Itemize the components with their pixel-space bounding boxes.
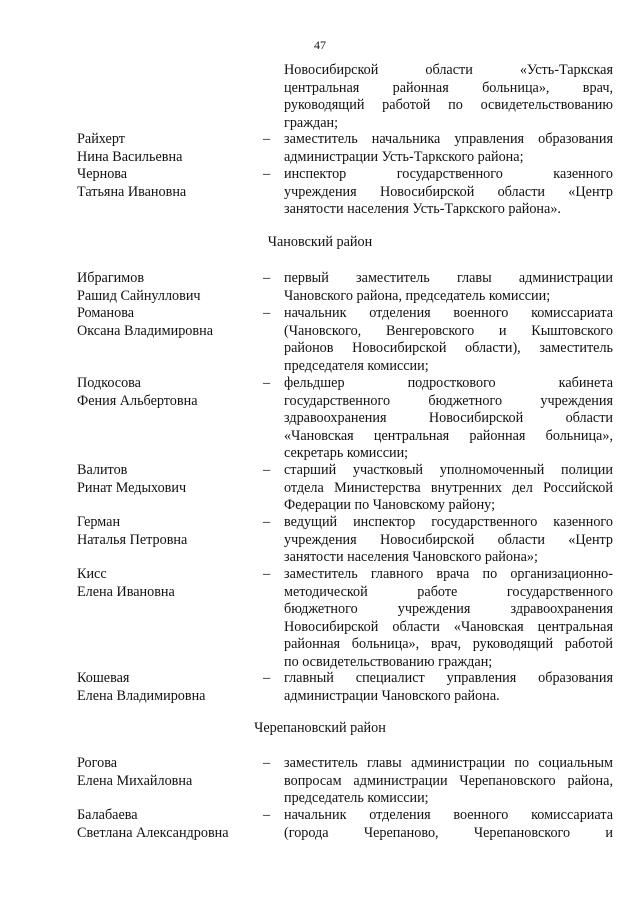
member-given-name: Ринат Медыхович bbox=[77, 479, 187, 496]
dash-separator: – bbox=[263, 305, 271, 321]
member-given-name: Нина Васильевна bbox=[77, 148, 183, 165]
desc-line: ведущий инспектор государственного казенного bbox=[284, 514, 613, 530]
entry-description bbox=[284, 305, 613, 375]
member-name bbox=[77, 807, 257, 842]
entry-description bbox=[284, 670, 613, 705]
entry-description bbox=[284, 514, 613, 567]
member-name bbox=[77, 755, 257, 790]
entry-description bbox=[284, 375, 613, 463]
desc-line: методической работе государственного bbox=[284, 583, 613, 600]
desc-line: Чановского района, председатель комиссии; bbox=[284, 287, 551, 304]
dash-separator: – bbox=[263, 270, 271, 286]
desc-line: администрации Усть-Таркского района; bbox=[284, 148, 524, 165]
section-heading-chanovsky: Чановский район bbox=[267, 234, 373, 250]
member-name bbox=[77, 670, 257, 705]
member-name bbox=[77, 462, 257, 497]
member-surname: Кошевая bbox=[77, 670, 130, 686]
desc-line: начальник отделения военного комиссариата bbox=[284, 305, 613, 321]
desc-line: заместитель главного врача по организационно- bbox=[284, 566, 613, 582]
desc-line: инспектор государственного казенного bbox=[284, 166, 613, 182]
member-name bbox=[77, 270, 257, 305]
member-given-name: Татьяна Ивановна bbox=[77, 183, 187, 200]
member-name bbox=[77, 166, 257, 201]
member-surname: Балабаева bbox=[77, 807, 138, 823]
entry-description bbox=[284, 566, 613, 671]
entry-description bbox=[284, 166, 613, 219]
desc-line: первый заместитель главы администрации bbox=[284, 270, 613, 286]
dash-separator: – bbox=[263, 375, 271, 391]
desc-line: Новосибирской области «Усть-Таркская bbox=[284, 62, 613, 78]
dash-separator: – bbox=[263, 755, 271, 771]
desc-line: заместитель начальника управления образования bbox=[284, 131, 613, 147]
member-name bbox=[77, 305, 257, 340]
desc-line: Федерации по Чановскому району; bbox=[284, 497, 496, 513]
member-surname: Романова bbox=[77, 305, 135, 321]
dash-separator: – bbox=[263, 807, 271, 823]
member-given-name: Оксана Владимировна bbox=[77, 322, 213, 339]
desc-line: вопросам администрации Черепановского района, bbox=[284, 772, 613, 789]
member-name bbox=[77, 375, 257, 410]
entry-description bbox=[284, 807, 613, 842]
member-given-name: Рашид Сайнуллович bbox=[77, 287, 201, 304]
member-surname: Подкосова bbox=[77, 375, 141, 391]
dash-separator: – bbox=[263, 131, 271, 147]
desc-line: «Чановская центральная районная больница», bbox=[284, 427, 613, 444]
member-surname: Герман bbox=[77, 514, 121, 530]
member-surname: Валитов bbox=[77, 462, 128, 478]
entry-description bbox=[284, 270, 613, 305]
desc-line: администрации Чановского района. bbox=[284, 687, 500, 704]
desc-line: (города Черепаново, Черепановского и bbox=[284, 824, 613, 841]
member-name bbox=[77, 131, 257, 166]
desc-line: старший участковый уполномоченный полиции bbox=[284, 462, 613, 478]
section-heading-cherepanovsky: Черепановский район bbox=[254, 720, 386, 736]
desc-line: председатель комиссии; bbox=[284, 790, 429, 806]
desc-line: районная больница», врач, руководящий работой bbox=[284, 636, 613, 652]
desc-line: районов Новосибирской области), заместитель bbox=[284, 340, 613, 356]
desc-line: (Чановского, Венгеровского и Кыштовского bbox=[284, 322, 613, 339]
page-number: 47 bbox=[314, 38, 326, 52]
dash-separator: – bbox=[263, 566, 271, 582]
member-surname: Рогова bbox=[77, 755, 117, 771]
dash-separator: – bbox=[263, 462, 271, 478]
member-name bbox=[77, 514, 257, 549]
desc-line: бюджетного учреждения здравоохранения bbox=[284, 601, 613, 617]
desc-line: граждан; bbox=[284, 114, 339, 131]
desc-line: учреждения Новосибирской области «Центр bbox=[284, 183, 613, 200]
desc-line: главный специалист управления образования bbox=[284, 670, 613, 686]
desc-line: занятости населения Чановского района»; bbox=[284, 549, 538, 565]
member-given-name: Наталья Петровна bbox=[77, 531, 188, 548]
dash-separator: – bbox=[263, 166, 271, 182]
dash-separator: – bbox=[263, 670, 271, 686]
desc-line: учреждения Новосибирской области «Центр bbox=[284, 531, 613, 548]
member-surname: Райхерт bbox=[77, 131, 125, 147]
desc-line: центральная районная больница», врач, bbox=[284, 79, 613, 96]
desc-line: заместитель главы администрации по социальным bbox=[284, 755, 613, 771]
member-given-name: Елена Ивановна bbox=[77, 583, 175, 600]
member-surname: Ибрагимов bbox=[77, 270, 145, 286]
member-given-name: Светлана Александровна bbox=[77, 824, 229, 841]
desc-line: занятости населения Усть-Таркского района». bbox=[284, 201, 561, 217]
member-surname: Чернова bbox=[77, 166, 128, 182]
desc-line: Новосибирской области «Чановская центральная bbox=[284, 618, 613, 635]
desc-line: руководящий работой по освидетельствованию bbox=[284, 97, 613, 113]
member-given-name: Елена Михайловна bbox=[77, 772, 193, 789]
entry-description bbox=[284, 755, 613, 808]
desc-line: по освидетельствованию граждан; bbox=[284, 653, 493, 670]
member-name bbox=[77, 566, 257, 601]
desc-line: отдела Министерства внутренних дел Российской bbox=[284, 479, 613, 496]
desc-line: председателя комиссии; bbox=[284, 357, 429, 374]
dash-separator: – bbox=[263, 514, 271, 530]
desc-line: здравоохранения Новосибирской области bbox=[284, 410, 613, 426]
desc-line: секретарь комиссии; bbox=[284, 445, 409, 461]
entry-description bbox=[284, 462, 613, 515]
member-surname: Кисс bbox=[77, 566, 107, 582]
member-given-name: Елена Владимировна bbox=[77, 687, 206, 704]
desc-line: государственного бюджетного учреждения bbox=[284, 392, 613, 409]
desc-line: фельдшер подросткового кабинета bbox=[284, 375, 613, 391]
entry-description bbox=[284, 62, 613, 132]
entry-description bbox=[284, 131, 613, 166]
desc-line: начальник отделения военного комиссариата bbox=[284, 807, 613, 823]
member-given-name: Фения Альбертовна bbox=[77, 392, 198, 409]
